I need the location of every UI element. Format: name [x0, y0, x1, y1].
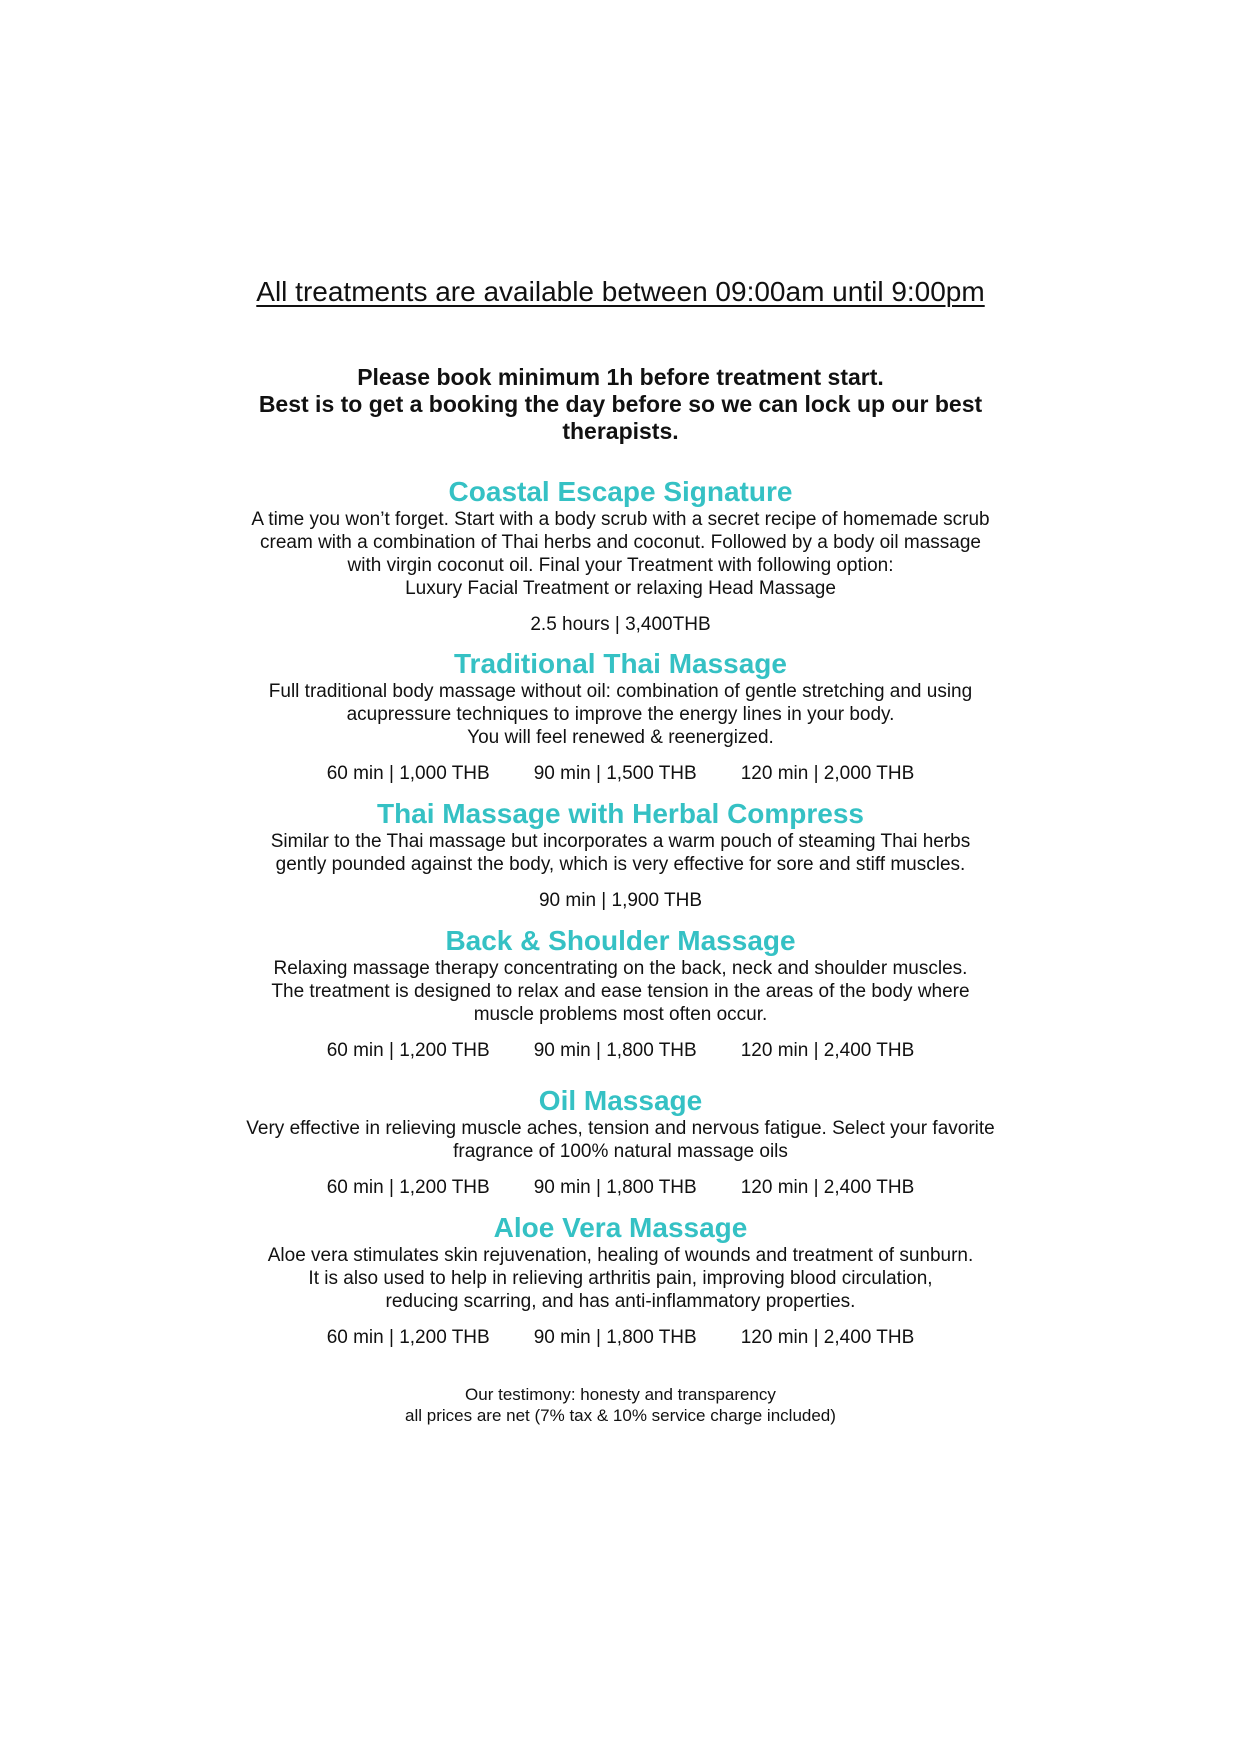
treatment-back-shoulder [0, 925, 1241, 1062]
treatment-title: Oil Massage [538, 1085, 703, 1116]
treatment-prices [0, 1176, 1241, 1199]
price-option: 120 min | 2,400 THB [740, 1177, 915, 1198]
description-line: It is also used to help in relieving arthritis pain, improving blood circulation, [308, 1268, 933, 1289]
treatment-prices [0, 1326, 1241, 1349]
price-option: 60 min | 1,000 THB [326, 763, 490, 784]
treatment-coastal-escape [0, 476, 1241, 636]
description-line: Very effective in relieving muscle aches, tension and nervous fatigue. Select your favorite [246, 1118, 995, 1139]
description-line: acupressure techniques to improve the energy lines in your body. [346, 704, 895, 725]
treatment-prices [0, 889, 1241, 912]
availability-headline: All treatments are available between 09:00am until 9:00pm [256, 276, 985, 307]
booking-line: therapists. [562, 418, 679, 444]
treatment-title: Aloe Vera Massage [493, 1212, 748, 1243]
treatment-description [0, 680, 1241, 749]
treatment-description [0, 957, 1241, 1026]
price-option: 120 min | 2,400 THB [740, 1327, 915, 1348]
description-line: with virgin coconut oil. Final your Treatment with following option: [347, 555, 894, 576]
price-option: 90 min | 1,900 THB [538, 890, 702, 911]
treatment-title: Coastal Escape Signature [448, 476, 793, 507]
description-line: The treatment is designed to relax and ease tension in the areas of the body where [271, 981, 970, 1002]
treatment-oil-massage [0, 1085, 1241, 1199]
treatment-description [0, 1244, 1241, 1313]
treatment-description [0, 508, 1241, 600]
price-option: 60 min | 1,200 THB [326, 1177, 490, 1198]
description-line: reducing scarring, and has anti-inflammatory properties. [385, 1291, 856, 1312]
description-line: Full traditional body massage without oil: combination of gentle stretching and using [268, 681, 973, 702]
treatment-prices [0, 1039, 1241, 1062]
description-line: Relaxing massage therapy concentrating on the back, neck and shoulder muscles. [273, 958, 968, 979]
treatment-title: Thai Massage with Herbal Compress [376, 798, 865, 829]
description-line: A time you won’t forget. Start with a body scrub with a secret recipe of homemade scrub [251, 509, 990, 530]
description-line: Luxury Facial Treatment or relaxing Head Massage [405, 578, 836, 599]
footer-line: all prices are net (7% tax & 10% service charge included) [405, 1406, 836, 1425]
footer-line: Our testimony: honesty and transparency [465, 1385, 776, 1404]
price-option: 120 min | 2,400 THB [740, 1040, 915, 1061]
description-line: You will feel renewed & reenergized. [467, 727, 774, 748]
treatment-herbal-compress [0, 798, 1241, 912]
price-option: 60 min | 1,200 THB [326, 1040, 490, 1061]
treatment-title: Back & Shoulder Massage [445, 925, 796, 956]
treatment-prices [0, 762, 1241, 785]
price-option: 2.5 hours | 3,400THB [530, 614, 711, 635]
price-option: 90 min | 1,800 THB [533, 1177, 697, 1198]
price-option: 120 min | 2,000 THB [740, 763, 915, 784]
description-line: Similar to the Thai massage but incorporates a warm pouch of steaming Thai herbs [270, 831, 971, 852]
description-line: gently pounded against the body, which is very effective for sore and stiff muscles. [275, 854, 966, 875]
description-line: fragrance of 100% natural massage oils [453, 1141, 788, 1162]
treatment-aloe-vera [0, 1212, 1241, 1349]
price-option: 90 min | 1,800 THB [533, 1327, 697, 1348]
booking-line: Please book minimum 1h before treatment start. [357, 364, 884, 390]
treatment-description [0, 830, 1241, 876]
price-option: 60 min | 1,200 THB [326, 1327, 490, 1348]
booking-notice [0, 364, 1241, 445]
booking-line: Best is to get a booking the day before so we can lock up our best [258, 391, 983, 417]
pricing-footer [0, 1384, 1241, 1426]
price-option: 90 min | 1,500 THB [533, 763, 697, 784]
treatment-title: Traditional Thai Massage [454, 648, 787, 679]
description-line: muscle problems most often occur. [473, 1004, 768, 1025]
treatment-traditional-thai [0, 648, 1241, 785]
treatment-description [0, 1117, 1241, 1163]
treatment-prices [0, 613, 1241, 636]
description-line: Aloe vera stimulates skin rejuvenation, healing of wounds and treatment of sunburn. [267, 1245, 974, 1266]
price-option: 90 min | 1,800 THB [533, 1040, 697, 1061]
description-line: cream with a combination of Thai herbs and coconut. Followed by a body oil massage [260, 532, 981, 553]
